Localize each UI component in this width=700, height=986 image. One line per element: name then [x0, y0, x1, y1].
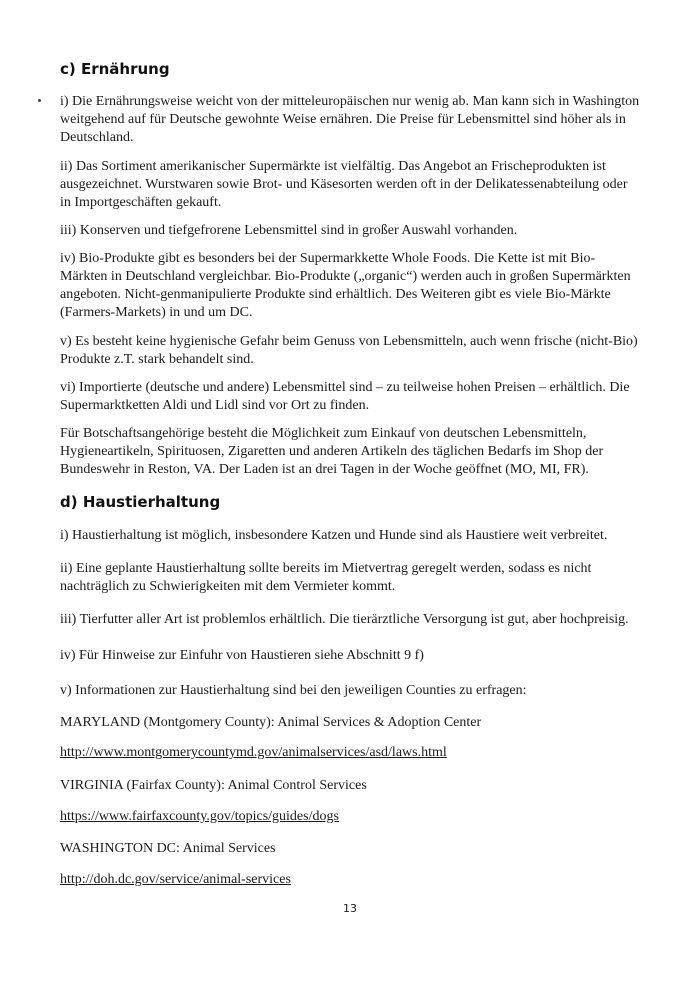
paragraph-d-ii: ii) Eine geplante Haustierhaltung sollte bereits im Mietvertrag geregelt werden, sodass es nicht nachträglich zu Schwierigkeiten mit dem Vermieter kommt.	[60, 561, 592, 594]
contact-maryland-link[interactable]: http://www.montgomerycountymd.gov/animalservices/asd/laws.html	[60, 745, 447, 760]
paragraph-c-v: v) Es besteht keine hygienische Gefahr beim Genuss von Lebensmitteln, auch wenn frische (nicht-Bio) Produkte z.T. stark behandelt sind.	[60, 334, 638, 367]
paragraph-c-ii: ii) Das Sortiment amerikanischer Supermärkte ist vielfältig. Das Angebot an Frischeprodukten ist ausgezeichnet. Wurstwaren sowie Brot- und Käsesorten werden oft in der Delikatessenabteilung oder in Importgeschäften gekauft.	[60, 159, 628, 210]
paragraph-d-i: i) Haustierhaltung ist möglich, insbesondere Katzen und Hunde sind als Haustiere weit verbreitet.	[60, 528, 608, 543]
contact-virginia-link[interactable]: https://www.fairfaxcounty.gov/topics/guides/dogs	[60, 809, 339, 824]
paragraph-c-i: i) Die Ernährungsweise weicht von der mitteleuropäischen nur wenig ab. Man kann sich in Washington weitgehend auf für Deutsche gewohnte Weise ernähren. Die Preise für Lebensmittel sind höher als in Deutschland.	[60, 94, 640, 145]
section-c-heading: c) Ernährung	[60, 60, 170, 78]
paragraph-d-iii: iii) Tierfutter aller Art ist problemlos erhältlich. Die tierärztliche Versorgung ist gut, aber hochpreisig.	[60, 612, 629, 627]
paragraph-c-iv: iv) Bio-Produkte gibt es besonders bei der Supermarkkette Whole Foods. Die Kette ist mit Bio-Märkten in Deutschland vergleichbar. Bio-Produkte („organic“) werden auch in großen Supermärkten angeboten. Nicht-genmanipulierte Produkte sind erhältlich. Des Weiteren gibt es viele Bio-Märkte (Farmers-Markets) in und um DC.	[60, 251, 631, 320]
paragraph-c-iii: iii) Konserven und tiefgefrorene Lebensmittel sind in großer Auswahl vorhanden.	[60, 223, 518, 238]
section-d-heading: d) Haustierhaltung	[60, 493, 221, 511]
contact-virginia-label: VIRGINIA (Fairfax County): Animal Control Services	[60, 778, 367, 793]
paragraph-c-vi: vi) Importierte (deutsche und andere) Lebensmittel sind – zu teilweise hohen Preisen – erhältlich. Die Supermarktketten Aldi und Lidl sind vor Ort zu finden.	[60, 380, 630, 413]
paragraph-d-iv: iv) Für Hinweise zur Einfuhr von Haustieren siehe Abschnitt 9 f)	[60, 648, 424, 663]
page-number: 13	[343, 902, 357, 915]
contact-maryland-label: MARYLAND (Montgomery County): Animal Services & Adoption Center	[60, 715, 482, 730]
paragraph-c-embassy-shop: Für Botschaftsangehörige besteht die Möglichkeit zum Einkauf von deutschen Lebensmitteln, Hygieneartikeln, Spirituosen, Zigaretten und anderen Artikeln des täglichen Bedarfs im Shop der Bundeswehr in Reston, VA. Der Laden ist an drei Tagen in der Woche geöffnet (MO, MI, FR).	[60, 426, 604, 477]
contact-dc-link[interactable]: http://doh.dc.gov/service/animal-services	[60, 872, 291, 887]
scan-speck	[38, 99, 41, 102]
paragraph-d-v: v) Informationen zur Haustierhaltung sind bei den jeweiligen Counties zu erfragen:	[60, 683, 527, 698]
contact-dc-label: WASHINGTON DC: Animal Services	[60, 841, 276, 856]
